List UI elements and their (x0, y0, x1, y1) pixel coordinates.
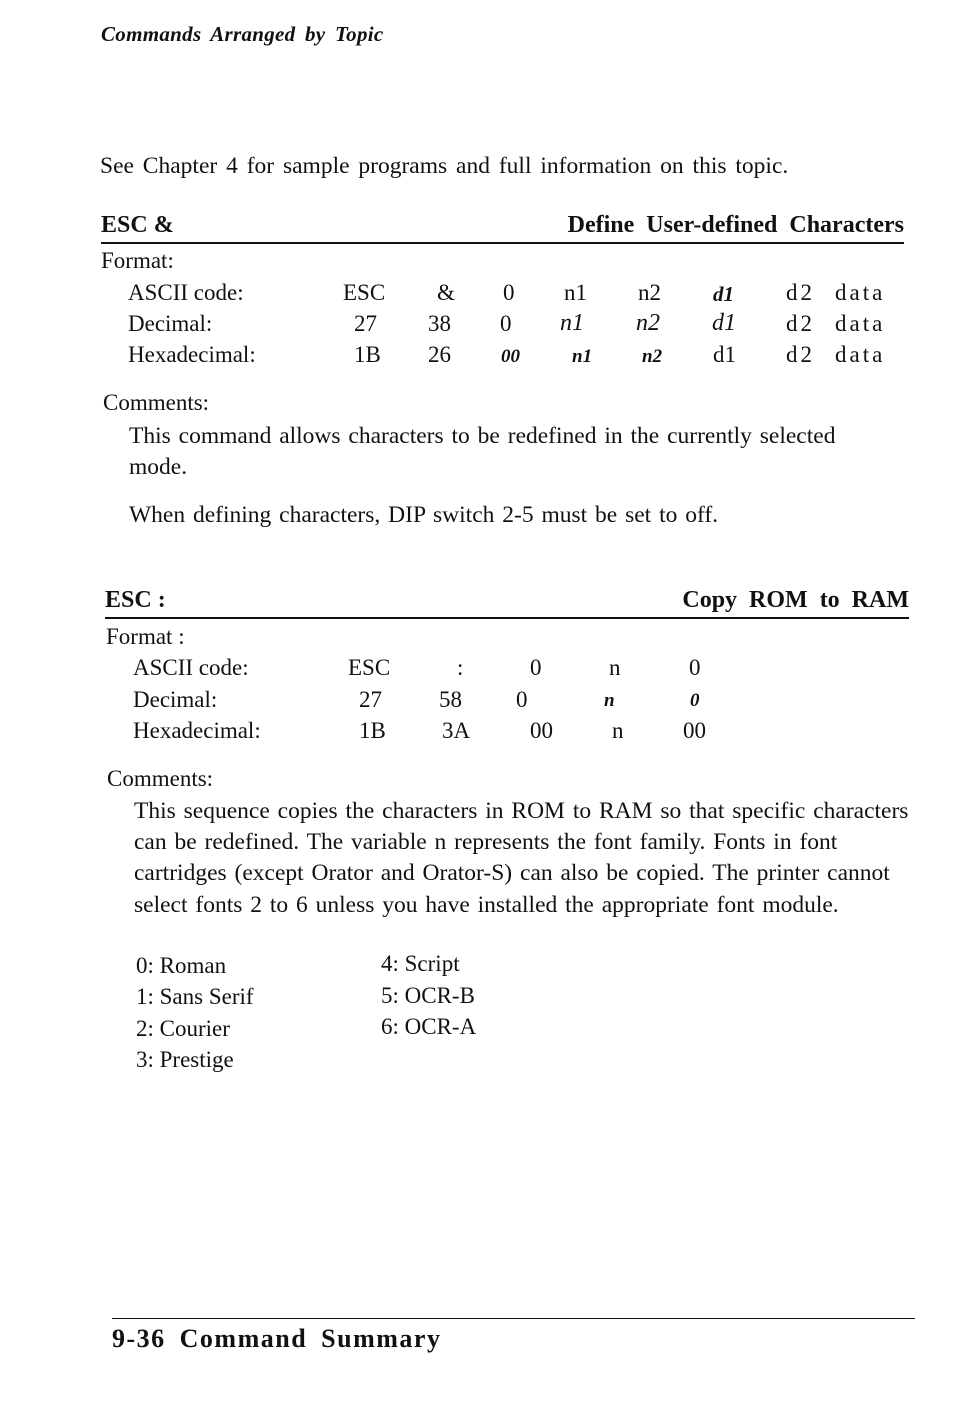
cell: ESC (343, 280, 386, 305)
row-label-decimal: Decimal: (128, 311, 213, 336)
list-item: 4: Script (381, 951, 460, 976)
comment-paragraph: This command allows characters to be redefined in the currently selected mode. (129, 423, 836, 481)
list-item: 3: Prestige (136, 1047, 234, 1072)
row-label-decimal: Decimal: (133, 687, 218, 712)
cell: n2 (638, 280, 661, 305)
cell: data (835, 342, 886, 367)
cell: 1B (359, 718, 386, 743)
format-label: Format : (106, 624, 185, 649)
cell: n2 (636, 310, 660, 336)
running-head: Commands Arranged by Topic (101, 22, 384, 46)
command-name: ESC : (105, 587, 166, 613)
cell: n1 (560, 310, 584, 336)
list-item: 5: OCR-B (381, 983, 475, 1008)
list-item: 2: Courier (136, 1016, 230, 1041)
list-item: 0: Roman (136, 953, 227, 978)
row-label-hexadecimal: Hexadecimal: (133, 718, 261, 743)
cell: 0 (689, 655, 701, 680)
row-label-ascii: ASCII code: (133, 655, 249, 680)
cell: d1 (713, 282, 734, 306)
cell: & (437, 280, 455, 305)
command-heading-esc-ampersand (101, 212, 904, 244)
cell: d2 (786, 342, 815, 367)
cell: n (609, 655, 621, 680)
intro-text: See Chapter 4 for sample programs and full information on this topic. (100, 153, 789, 179)
cell: 27 (354, 311, 377, 336)
cell: n2 (642, 346, 663, 367)
cell: 0 (516, 687, 528, 712)
cell: d1 (713, 342, 736, 367)
page-footer: 9-36 Command Summary (112, 1324, 442, 1353)
command-name: ESC & (101, 212, 174, 238)
comment-paragraph: When defining characters, DIP switch 2-5 must be set to off. (129, 502, 719, 528)
cell: d1 (712, 310, 736, 336)
format-label: Format: (101, 248, 174, 273)
row-label-ascii: ASCII code: (128, 280, 244, 305)
cell: 0 (503, 280, 515, 305)
cell: n (612, 718, 624, 743)
cell: data (835, 311, 886, 336)
cell: 00 (683, 718, 706, 743)
cell: 00 (501, 346, 520, 367)
cell: n1 (572, 346, 593, 367)
command-title: Copy ROM to RAM (682, 587, 909, 613)
cell: n1 (564, 280, 587, 305)
cell: 1B (354, 342, 381, 367)
row-label-hexadecimal: Hexadecimal: (128, 342, 256, 367)
comments-label: Comments: (107, 766, 214, 791)
cell: d2 (786, 311, 815, 336)
cell: : (457, 655, 464, 680)
cell: 38 (428, 311, 451, 336)
cell: 00 (530, 718, 553, 743)
list-item: 6: OCR-A (381, 1014, 477, 1039)
cell: d2 (786, 280, 815, 305)
cell: 0 (500, 311, 512, 336)
cell: 0 (690, 690, 700, 711)
cell: 58 (439, 687, 462, 712)
cell: 26 (428, 342, 451, 367)
cell: n (604, 690, 615, 711)
cell: 0 (530, 655, 542, 680)
command-title: Define User-defined Characters (567, 212, 904, 238)
cell: 3A (442, 718, 471, 743)
cell: 27 (359, 687, 382, 712)
cell: data (835, 280, 886, 305)
footer-rule (112, 1318, 915, 1319)
list-item: 1: Sans Serif (136, 984, 254, 1009)
command-heading-esc-colon (105, 587, 909, 619)
cell: ESC (348, 655, 391, 680)
comment-paragraph: This sequence copies the characters in ROM to RAM so that specific characters can be redefined. The variable n represents the font family. Fonts in font cartridges (except Orator and Orator-S) can also be copied. The printer cannot select fonts 2 to 6 unless you have installed the appropriate font module. (134, 798, 909, 918)
comments-label: Comments: (103, 390, 210, 415)
